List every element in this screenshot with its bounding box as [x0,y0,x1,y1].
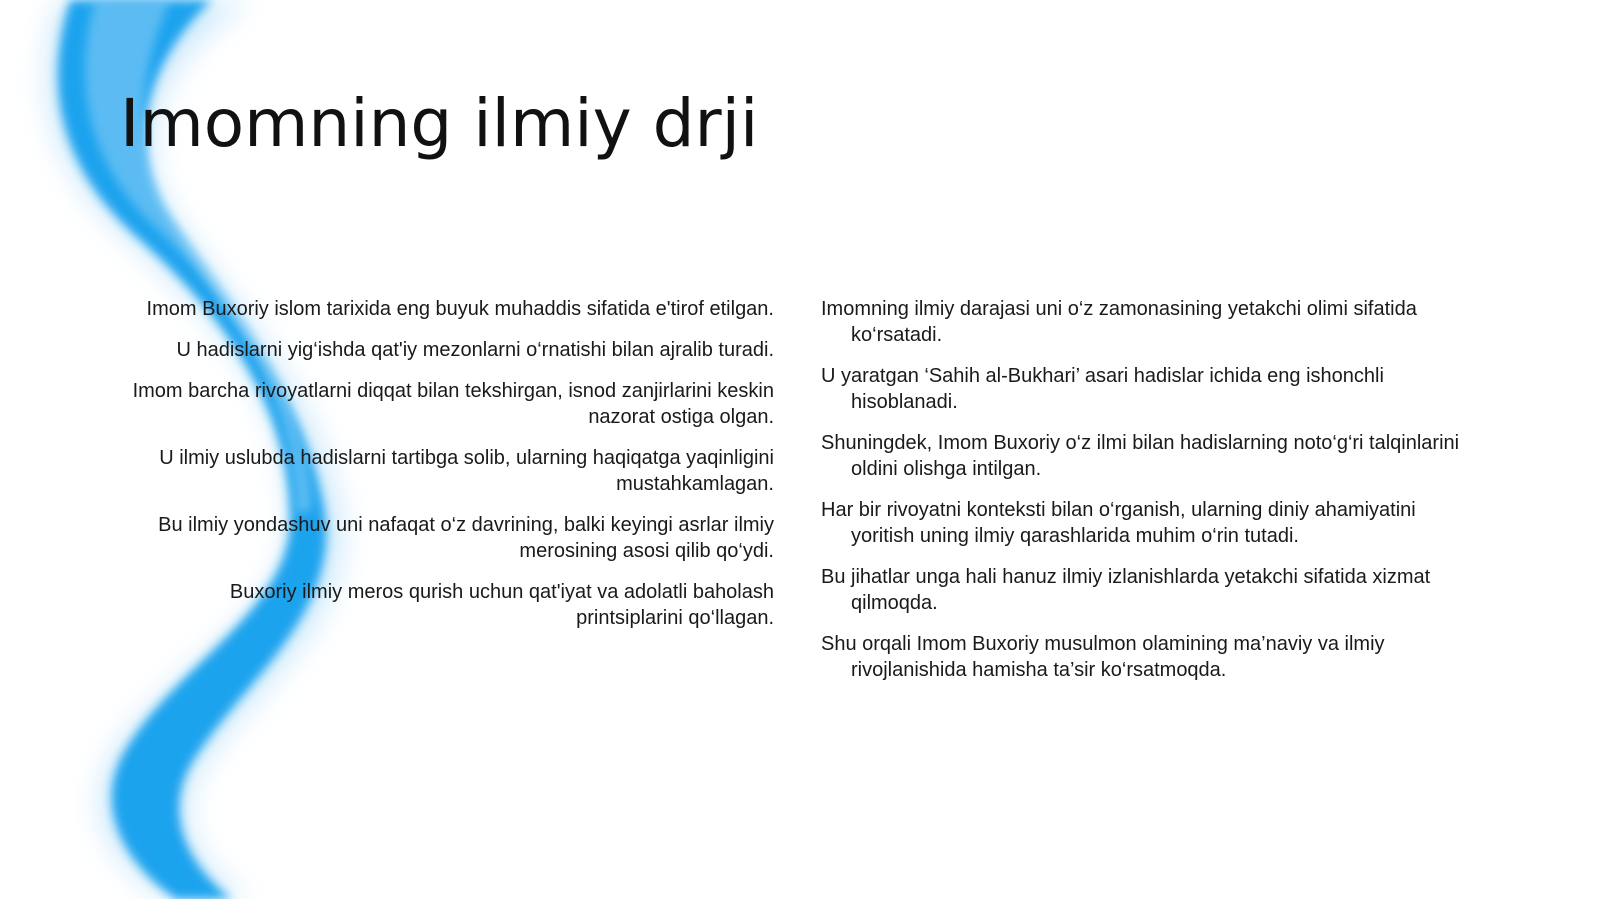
left-paragraph: Imom barcha rivoyatlarni diqqat bilan tekshirgan, isnod zanjirlarini keskin nazorat ostiga olgan. [132,380,774,428]
slide-title: Imomning ilmiy drji [120,85,759,162]
left-paragraph: Imom Buxoriy islom tarixida eng buyuk muhaddis sifatida e'tirof etilgan. [146,298,774,320]
left-paragraph: U ilmiy uslubda hadislarni tartibga solib, ularning haqiqatga yaqinligini mustahkamlagan. [159,447,774,495]
left-column [118,296,774,646]
right-paragraph: Imomning ilmiy darajasi uni o‘z zamonasining yetakchi olimi sifatida ko‘rsatadi. [821,298,1417,346]
left-paragraph: Bu ilmiy yondashuv uni nafaqat o‘z davrining, balki keyingi asrlar ilmiy merosining asosi qilib qo‘ydi. [158,514,774,562]
right-paragraph: Bu jihatlar unga hali hanuz ilmiy izlanishlarda yetakchi sifatida xizmat qilmoqda. [821,566,1431,614]
right-paragraph: Shu orqali Imom Buxoriy musulmon olamining ma’naviy va ilmiy rivojlanishida hamisha ta’sir ko‘rsatmoqda. [821,633,1385,681]
left-paragraph: Buxoriy ilmiy meros qurish uchun qat'iyat va adolatli baholash printsiplarini qo‘llagan. [229,581,774,629]
right-paragraph: Har bir rivoyatni konteksti bilan o‘rganish, ularning diniy ahamiyatini yoritish uning ilmiy qarashlarida muhim o‘rin tutadi. [821,499,1416,547]
right-column [821,296,1477,698]
right-paragraph: U yaratgan ‘Sahih al-Bukhari’ asari hadislar ichida eng ishonchli hisoblanadi. [821,365,1384,413]
left-paragraph: U hadislarni yig‘ishda qat'iy mezonlarni o‘rnatishi bilan ajralib turadi. [176,339,774,361]
right-paragraph: Shuningdek, Imom Buxoriy o‘z ilmi bilan hadislarning noto‘g‘ri talqinlarini oldini olishga intilgan. [821,432,1460,480]
